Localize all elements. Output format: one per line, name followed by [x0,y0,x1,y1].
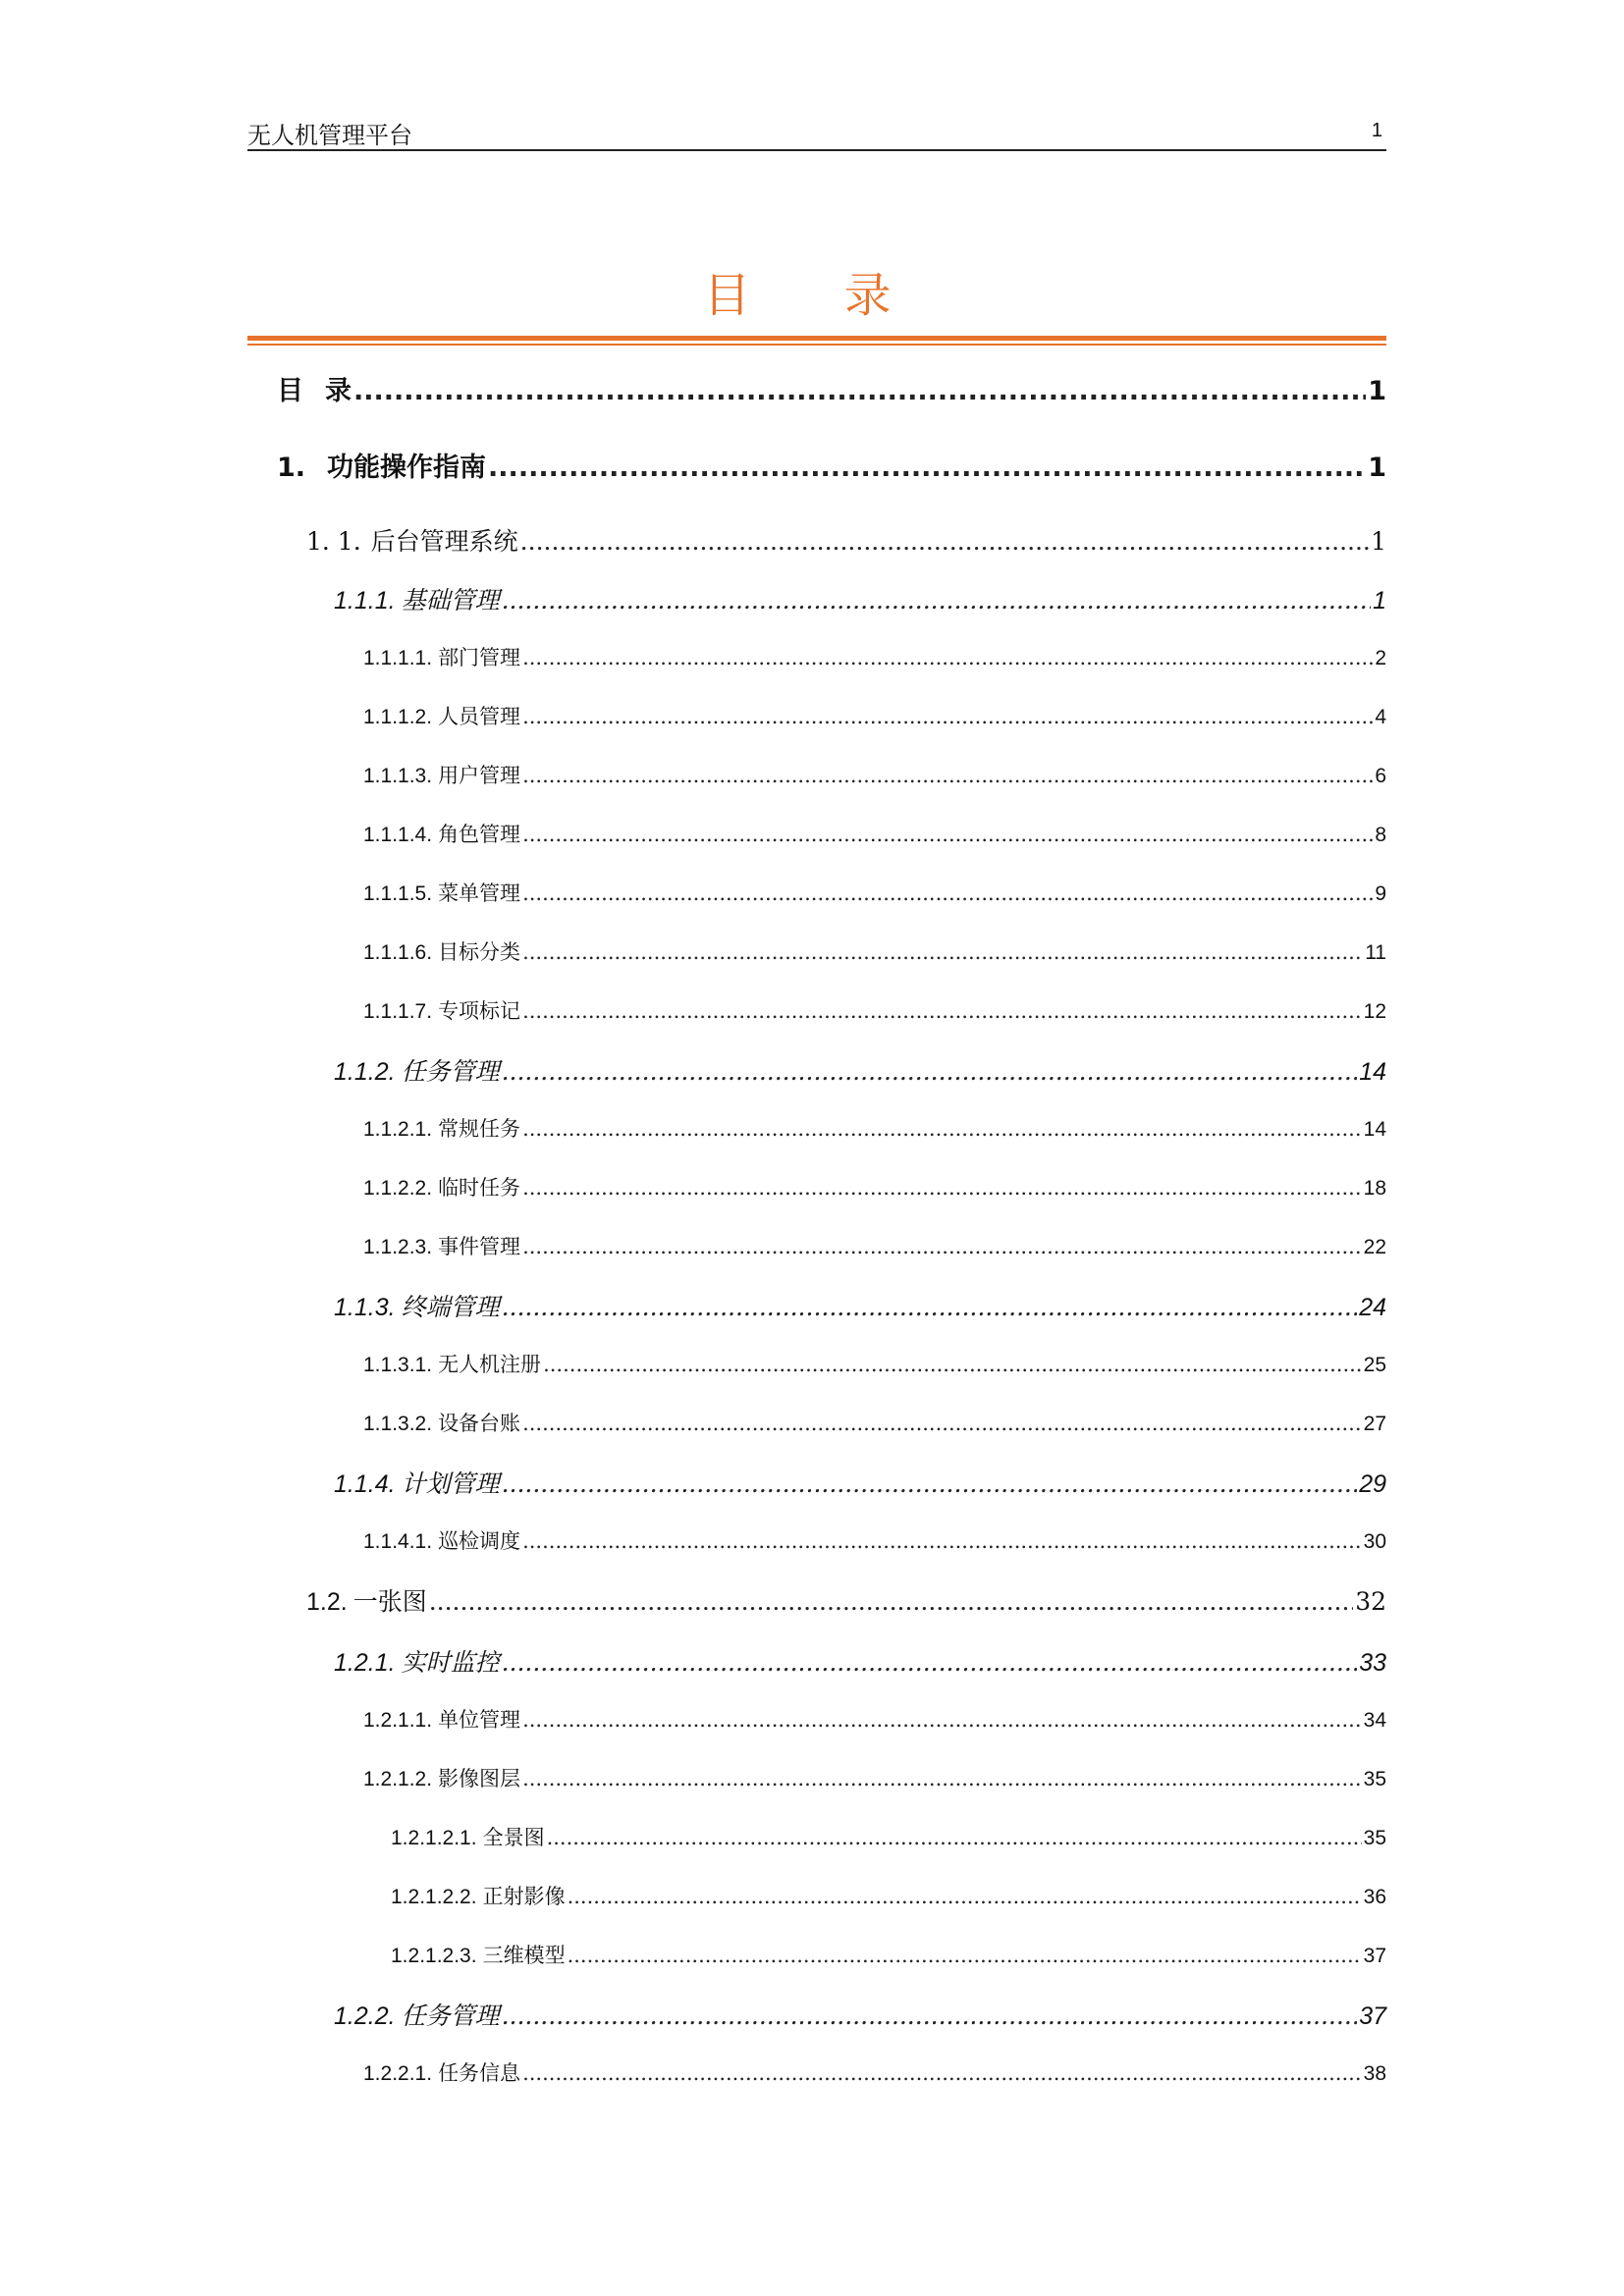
toc-entry-text: 实时监控 [401,1648,500,1677]
toc-entry-page: 6 [1375,765,1386,787]
toc-entry[interactable] [391,1940,1386,1969]
toc-entry[interactable] [363,1763,1386,1792]
toc-leader-dots [522,1412,1362,1435]
toc-entry-number: 1.1.1.7. [363,1000,433,1023]
toc-entry-text: 部门管理 [438,646,521,669]
toc-leader-dots [568,1944,1362,1967]
toc-leader-dots [568,1885,1362,1908]
toc-entry[interactable] [334,1643,1386,1679]
toc-entry[interactable] [363,1704,1386,1734]
toc-leader-dots [522,1235,1362,1258]
toc-entry[interactable] [363,1525,1386,1555]
toc-entry[interactable] [363,701,1386,730]
toc-entry-text: 影像图层 [438,1767,521,1790]
toc-entry-number: 1.2.2. [334,2002,396,2030]
toc-entry-page: 14 [1359,1058,1386,1086]
toc-entry-number: 1. 1. [306,527,361,556]
toc-entry-number: 1.1.1.4. [363,824,433,846]
toc-entry-page: 22 [1363,1236,1386,1258]
toc-entry-text: 无人机注册 [438,1353,542,1376]
toc-entry-number: 1.1.2. [334,1058,396,1086]
toc-entry[interactable] [363,1172,1386,1201]
toc-leader-dots [353,376,1366,406]
toc-leader-dots [543,1353,1362,1376]
toc-entry-number: 1.2. [306,1588,348,1616]
toc-entry-number: 1.1.1.1. [363,647,433,669]
toc-entry[interactable] [363,819,1386,848]
toc-entry[interactable] [391,1822,1386,1851]
toc-entry-text: 功能操作指南 [327,453,487,483]
toc-entry-number: 1.1.3.2. [363,1413,433,1435]
toc-entry-page: 1 [1368,376,1386,406]
toc-entry[interactable] [334,1052,1386,1088]
toc-entry-text: 用户管理 [438,764,521,787]
toc-leader-dots [522,1529,1362,1553]
toc-entry-page: 18 [1363,1177,1386,1200]
toc-entry-text: 临时任务 [438,1176,521,1200]
toc-leader-dots [522,999,1362,1023]
title-rule-thin [247,344,1386,346]
toc-entry[interactable] [363,1113,1386,1143]
toc-entry-text: 全景图 [482,1826,545,1849]
toc-entry-number: 1.2.1. [334,1649,396,1677]
toc-entry-text: 三维模型 [482,1944,566,1967]
toc-entry-text: 巡检调度 [438,1529,521,1553]
toc-entry[interactable] [334,1288,1386,1323]
toc-leader-dots [522,940,1363,964]
toc-entry-page: 24 [1359,1294,1386,1321]
toc-entry-text: 任务管理 [401,2002,500,2030]
toc-entry-page: 1 [1373,587,1386,614]
toc-entry-text: 专项标记 [438,999,521,1023]
toc-entry[interactable] [363,642,1386,671]
toc-entry[interactable] [306,1582,1386,1618]
toc-entry-page: 29 [1359,1470,1386,1498]
toc-entry-number: 1.1.3. [334,1294,396,1321]
toc-entry[interactable] [363,1408,1386,1437]
toc-entry-page: 2 [1375,647,1386,669]
toc-leader-dots [522,1117,1362,1141]
toc-entry-text: 菜单管理 [438,881,521,905]
toc-entry-number: 1.2.1.2.1. [391,1827,477,1849]
toc-entry-text: 录 [325,376,352,406]
toc-entry-number: 1.2.1.2.3. [391,1945,477,1967]
toc-entry-text: 事件管理 [438,1235,521,1258]
toc-leader-dots [522,2061,1362,2085]
toc-leader-dots [502,586,1372,614]
toc-entry-text: 正射影像 [482,1885,566,1908]
toc-leader-dots [429,1587,1353,1616]
toc-entry-number: 1.2.2.1. [363,2062,433,2085]
toc-entry-number: 1.1.1.3. [363,765,433,787]
toc-entry-page: 8 [1375,824,1386,846]
toc-entry-page: 30 [1363,1530,1386,1553]
toc-entry-number: 目 [277,376,303,406]
toc-leader-dots [522,1767,1362,1790]
toc-leader-dots [522,823,1373,846]
toc-entry[interactable] [306,522,1386,558]
toc-entry-number: 1.1.1. [334,587,396,614]
toc-entry-page: 34 [1363,1709,1386,1732]
toc-entry-number: 1. [277,453,306,483]
toc-entry-text: 任务信息 [438,2061,521,2085]
toc-leader-dots [488,453,1366,483]
toc-leader-dots [522,646,1373,669]
toc-entry-number: 1.1.1.6. [363,941,433,964]
toc-entry-page: 32 [1355,1587,1386,1616]
toc-entry-number: 1.1.1.5. [363,882,433,905]
header-title: 无人机管理平台 [247,122,412,149]
toc-entry-text: 角色管理 [438,823,521,846]
toc-leader-dots [547,1826,1362,1849]
toc-entry[interactable] [363,1231,1386,1260]
toc-leader-dots [502,2002,1358,2030]
toc-entry-text: 单位管理 [438,1708,521,1732]
toc-leader-dots [522,1708,1362,1732]
toc-entry-text: 常规任务 [438,1117,521,1141]
toc-leader-dots [502,1293,1358,1321]
page-header [247,110,1386,151]
toc-entry[interactable] [363,995,1386,1025]
toc-entry-page: 27 [1363,1413,1386,1435]
toc-title: 目 录 [703,268,931,323]
toc-leader-dots [502,1648,1358,1677]
toc-entry-page: 35 [1363,1768,1386,1790]
toc-entry-page: 1 [1368,453,1386,483]
toc-entry-page: 1 [1371,527,1386,556]
toc-entry-page: 36 [1363,1886,1386,1908]
toc-entry-text: 人员管理 [438,705,521,728]
toc-entry-text: 一张图 [352,1587,427,1616]
toc-entry-number: 1.1.3.1. [363,1354,433,1376]
toc-entry-number: 1.1.4. [334,1470,396,1498]
toc-entry-page: 12 [1363,1000,1386,1023]
toc-entry-page: 11 [1365,941,1386,964]
toc-entry-page: 37 [1359,2002,1386,2030]
toc-entry[interactable] [334,581,1386,616]
toc-entry-number: 1.1.2.1. [363,1118,433,1141]
toc-entry[interactable] [277,369,1386,407]
title-rule [247,336,1386,341]
toc-entry[interactable] [363,878,1386,907]
toc-leader-dots [522,1176,1362,1200]
toc-entry-text: 基础管理 [401,586,500,614]
toc-entry[interactable] [363,760,1386,789]
toc-entry[interactable] [363,936,1386,966]
toc-entry-number: 1.2.1.2. [363,1768,433,1790]
toc-entry-number: 1.1.2.3. [363,1236,433,1258]
toc-entry-page: 33 [1359,1649,1386,1677]
toc-leader-dots [502,1057,1358,1086]
toc-entry-text: 终端管理 [401,1293,500,1321]
toc-entry-text: 计划管理 [401,1469,500,1498]
toc-entry-page: 14 [1363,1118,1386,1141]
toc-entry-number: 1.2.1.2.2. [391,1886,477,1908]
header-page-number: 1 [1371,120,1382,141]
toc-entry[interactable] [277,446,1386,484]
toc-entry-text: 设备台账 [438,1412,521,1435]
toc-entry[interactable] [334,1465,1386,1500]
toc-entry-number: 1.1.1.2. [363,706,433,728]
toc-entry[interactable] [391,1881,1386,1910]
toc-entry-number: 1.1.4.1. [363,1530,433,1553]
toc-entry-text: 后台管理系统 [370,527,518,556]
toc-entry-page: 25 [1363,1354,1386,1376]
toc-entry-page: 38 [1363,2062,1386,2085]
toc-leader-dots [522,881,1373,905]
toc-entry-text: 目标分类 [438,940,521,964]
toc-leader-dots [502,1469,1358,1498]
toc-entry-page: 4 [1375,706,1386,728]
toc-entry[interactable] [363,1349,1386,1378]
toc-leader-dots [520,527,1369,556]
toc-entry-text: 任务管理 [401,1057,500,1086]
toc-entry-page: 37 [1363,1945,1386,1967]
toc-entry-number: 1.1.2.2. [363,1177,433,1200]
toc-leader-dots [522,764,1373,787]
toc-leader-dots [522,705,1373,728]
toc-entry[interactable] [363,2057,1386,2087]
toc-entry-number: 1.2.1.1. [363,1709,433,1732]
toc-entry-page: 35 [1363,1827,1386,1849]
toc-entry-page: 9 [1375,882,1386,905]
toc-entry[interactable] [334,1997,1386,2032]
